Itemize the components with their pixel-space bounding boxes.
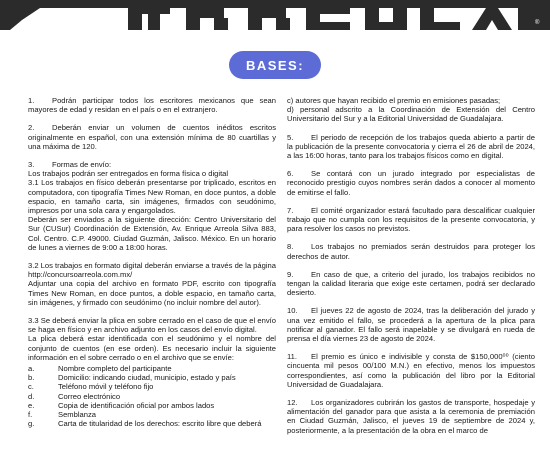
- rule-number: 1.: [28, 96, 35, 105]
- rule-text: d) personal adscrito a la Coordinación de Extensión del Centro Universitario del Sur y a la Editorial Universidad de Guadalajara.: [287, 105, 535, 124]
- list-item: [28, 373, 276, 382]
- rule-text: Los trabajos no premiados serán destruidos para proteger los derechos de autor.: [287, 242, 535, 261]
- rule-3: [28, 160, 276, 252]
- rule-text: En caso de que, a criterio del jurado, los trabajos recibidos no tengan la calidad literaria que exige este certamen, podrá ser declarado desierto.: [287, 269, 535, 298]
- list-value: Domicilio: indicando ciudad, municipio, estado y país: [58, 373, 236, 383]
- list-key: e.: [28, 400, 35, 410]
- banner-logo: [0, 0, 550, 36]
- list-key: c.: [28, 382, 34, 392]
- rule-heading: Formas de envío:: [52, 160, 112, 170]
- rule-number: 8.: [287, 242, 294, 252]
- rule-3-3: [28, 316, 276, 362]
- rule-text: 3.2 Los trabajos en formato digital deberán enviarse a través de la página http://concursoarreola.com.mx/: [28, 261, 276, 280]
- rule-text: El periodo de recepción de los trabajos queda abierto a partir de la publicación de la presente convocatoria y cierra el 26 de abril de 2024, a las 16:00 horas, tanto para los trabajos físicos como en digital.: [287, 132, 535, 161]
- rule-number: 9.: [287, 269, 294, 279]
- list-key: d.: [28, 391, 35, 401]
- bases-heading: BASES:: [245, 57, 305, 73]
- list-item: [28, 401, 276, 410]
- rule-number: 12.: [287, 398, 298, 408]
- rule-number: 6.: [287, 169, 294, 179]
- rule-9: [287, 270, 535, 298]
- rule-number: 5.: [287, 132, 294, 142]
- title-banner: [0, 0, 550, 36]
- rule-11: [287, 352, 535, 389]
- list-item: [28, 410, 276, 419]
- requirements-list: [28, 364, 276, 428]
- right-column: [287, 96, 535, 444]
- rule-text: 3.3 Se deberá enviar la plica en sobre cerrado en el caso de que el envío se haga en físico y en archivo adjunto en los casos del envío digital.: [28, 316, 276, 335]
- list-item: [28, 382, 276, 391]
- rule-text: Adjuntar una copia del archivo en formato PDF, escrito con tipografía Times New Roman, en doce puntos, a doble espacio, en tamaño carta, sin imágenes, y firmado con seudónimo (no incluir nombre del autor).: [28, 279, 276, 307]
- rule-text: El comité organizador estará facultado para descalificar cualquier trabajo que no cumpla con los requisitos de la presente convocatoria, y para resolver los casos no previstos.: [287, 205, 535, 234]
- rule-text: Se contará con un jurado integrado por especialistas de reconocido prestigio cuyos nombres serán dados a conocer al momento de emitirse el fallo.: [287, 169, 535, 197]
- list-item: [28, 364, 276, 373]
- rule-text: La plica deberá estar identificada con el seudónimo y el nombre del conjunto de cuentos (en ese orden). Es necesario incluir la siguiente información en el sobre cerrado o en el archivo que se envíe:: [28, 334, 276, 362]
- list-value: Nombre completo del participante: [58, 364, 172, 374]
- rule-text: El premio es único e indivisible y consta de $150,000⁰⁰ (ciento cincuenta mil pesos 00/100 M.N.) en efectivo, menos los impuestos correspondientes, así como la publicación del libro por la Editorial Universidad de Guadalajara.: [287, 352, 535, 389]
- rule-text: Deberán enviar un volumen de cuentos inéditos escritos originalmente en español, con una extensión mínima de 80 cuartillas y una máxima de 120.: [28, 123, 276, 151]
- list-item: [28, 392, 276, 401]
- left-column: [28, 96, 276, 429]
- list-value: Teléfono móvil y teléfono fijo: [58, 382, 154, 392]
- rule-text: Los organizadores cubrirán los gastos de transporte, hospedaje y alimentación del ganador para que asista a la ceremonia de premiación en Ciudad Guzmán, Jalisco, el jueves 19 de septiembre de 2024 y, posteriormente, a la presentación de la obra en el marco de: [287, 398, 535, 435]
- bases-heading-badge: [229, 51, 321, 79]
- list-value: Copia de identificación oficial por ambos lados: [58, 400, 215, 410]
- rule-number: 3.: [28, 160, 35, 170]
- list-key: a.: [28, 364, 35, 374]
- rule-8: [287, 242, 535, 260]
- list-key: b.: [28, 373, 35, 383]
- rule-number: 2.: [28, 123, 35, 133]
- rule-number: 10.: [287, 306, 298, 316]
- rule-text: El jueves 22 de agosto de 2024, tras la deliberación del jurado y una vez emitido el fallo, se procederá a la apertura de la plica para notificar al ganador. El fallo será inapelable y se divulgará en rueda de prensa el día viernes 23 de agosto de 2024.: [287, 306, 535, 344]
- list-key: f.: [28, 410, 33, 420]
- rule-text: Los trabajos podrán ser entregados en forma física o digital: [28, 169, 229, 179]
- rule-6: [287, 169, 535, 197]
- list-key: g.: [28, 419, 35, 429]
- rule-text: Deberán ser enviados a la siguiente dirección: Centro Universitario del Sur (CUSur) Coordinación de Extensión, Av. Enrique Arreola Silva 883, Col. Centro. C.P. 49000. Ciudad Guzmán, Jalisco. México. En un horario de lunes a viernes de 9:00 a 18:00 horas.: [28, 215, 276, 252]
- rule-12: [287, 398, 535, 435]
- rule-2: [28, 123, 276, 151]
- rule-text: Podrán participar todos los escritores mexicanos que sean mayores de edad y residan en el país o en el extranjero.: [28, 96, 276, 115]
- rule-3-2: [28, 261, 276, 307]
- list-value: Carta de titularidad de los derechos: escrito libre que deberá: [58, 419, 262, 429]
- list-value: Semblanza: [58, 410, 96, 420]
- svg-text:®: ®: [535, 20, 540, 26]
- list-value: Correo electrónico: [58, 391, 121, 401]
- rule-7: [287, 206, 535, 234]
- rule-number: 11.: [287, 352, 297, 362]
- rule-5: [287, 133, 535, 161]
- rule-text: c) autores que hayan recibido el premio en emisiones pasadas;: [287, 96, 501, 105]
- rule-number: 7.: [287, 205, 294, 215]
- rule-10: [287, 306, 535, 343]
- rule-text: 3.1 Los trabajos en físico deberán presentarse por triplicado, escritos en computadora, con tipografía Times New Roman, en doce puntos, a doble espacio, en tamaño carta, sin imágenes, firmados con seudónimo, impresos por una sola cara y engargolados.: [28, 178, 276, 216]
- list-item: [28, 419, 276, 428]
- rule-4-continued: [287, 96, 535, 124]
- rule-1: [28, 96, 276, 114]
